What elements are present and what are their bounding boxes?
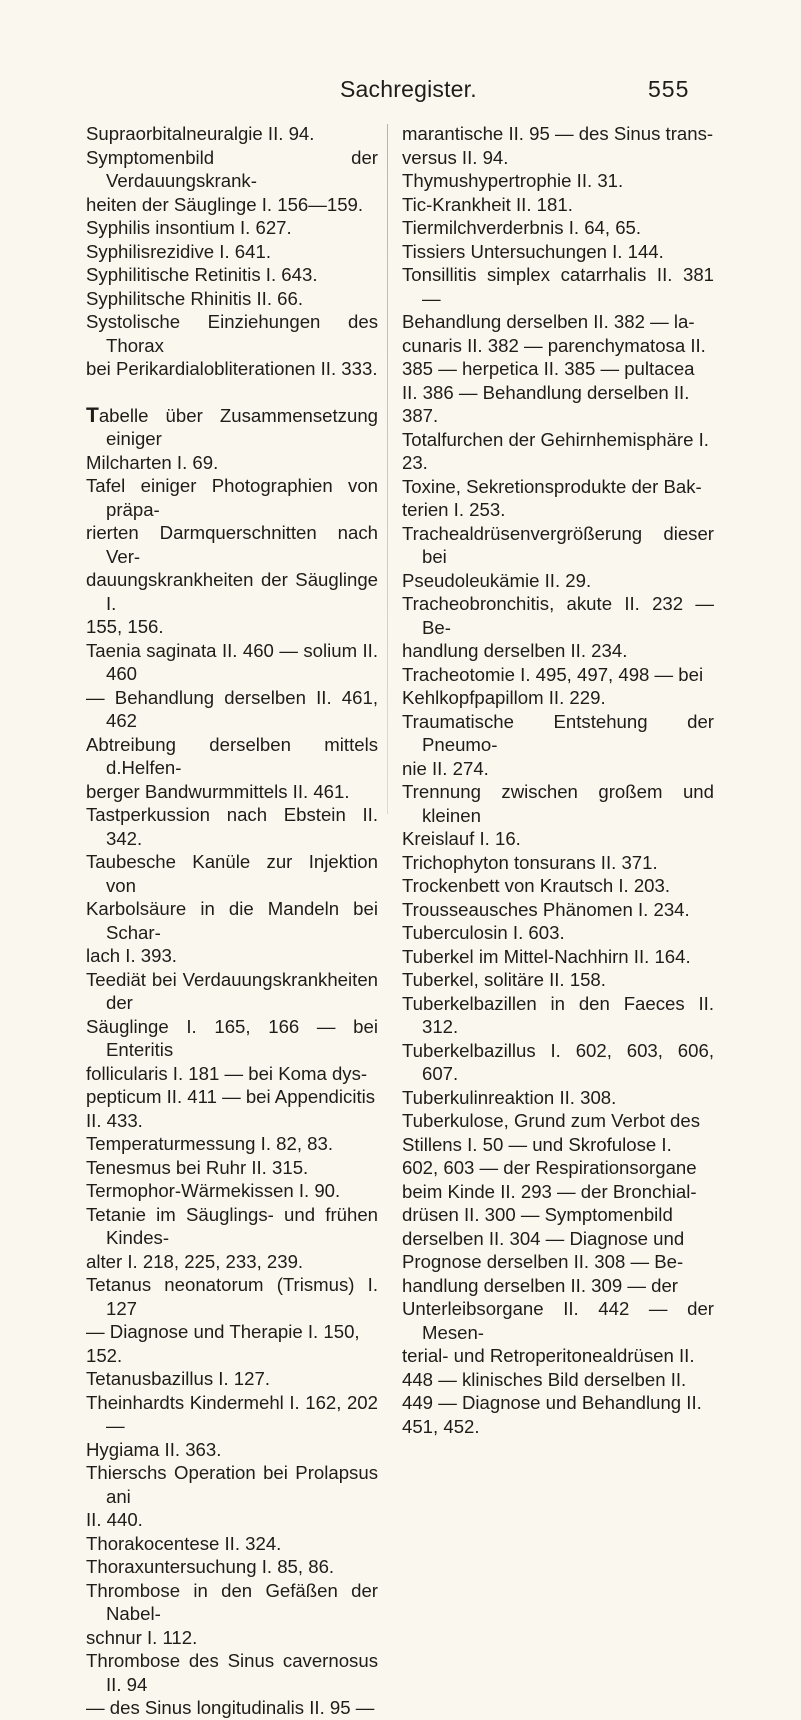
index-entry (402, 874, 714, 898)
index-entry-line: 155, 156. (86, 616, 164, 637)
index-entry-line: Taubesche Kanüle zur Injektion von (86, 851, 378, 896)
index-entry (86, 1179, 378, 1203)
index-entry-line: Traumatische Entstehung der Pneumo- (402, 710, 714, 755)
index-entry-line: Kehlkopfpapillom II. 229. (402, 687, 606, 708)
index-entry (86, 1579, 378, 1650)
index-entry-line: follicularis I. 181 — bei Koma dys- (86, 1062, 368, 1084)
index-entry (402, 1039, 714, 1086)
index-entry-line: Toxine, Sekretionsprodukte der Bak- (402, 475, 702, 497)
index-entry (86, 850, 378, 968)
index-entry-line: Tuberkel, solitäre II. 158. (402, 969, 606, 990)
index-entry-line: nie II. 274. (402, 757, 489, 779)
index-entry (402, 240, 714, 264)
index-entry (86, 1461, 378, 1532)
index-entry-line: Tuberkulinreaktion II. 308. (402, 1086, 617, 1108)
index-entry-line: terien I. 253. (402, 499, 506, 520)
index-entry-line: Tenesmus bei Ruhr II. 315. (86, 1156, 309, 1178)
index-entry (86, 404, 378, 475)
index-entry-line: Prognose derselben II. 308 — Be- (402, 1251, 684, 1272)
index-entry-line: Karbolsäure in die Mandeln bei Schar- (86, 898, 378, 943)
index-entry-line: Tetanusbazillus I. 127. (86, 1368, 270, 1389)
index-column-right (402, 122, 714, 1438)
index-entry-line: Tetanus neonatorum (Trismus) I. 127 (86, 1274, 378, 1319)
index-entry (402, 780, 714, 851)
index-entry-line: Symptomenbild der Verdauungskrank- (86, 146, 378, 191)
index-entry-line: Tracheotomie I. 495, 497, 498 — bei (402, 663, 704, 685)
index-entry-line: Trockenbett von Krautsch I. 203. (402, 875, 671, 896)
index-entry-line: Abtreibung derselben mittels d.Helfen- (86, 733, 378, 778)
index-entry-line: Syphilitische Retinitis I. 643. (86, 264, 318, 285)
index-entry (86, 1132, 378, 1156)
index-entry-line: rierten Darmquerschnitten nach Ver- (86, 522, 378, 567)
index-entry-line: Taenia saginata II. 460 — solium II. 460 (86, 639, 378, 684)
index-entry-line: Thrombose in den Gefäßen der Nabel- (86, 1579, 378, 1624)
index-entry (402, 428, 714, 475)
index-entry (86, 803, 378, 850)
index-entry-line: Hygiama II. 363. (86, 1438, 222, 1460)
index-entry (402, 592, 714, 663)
index-entry-line: cunaris II. 382 — parenchymatosa II. (402, 334, 706, 356)
index-entry (402, 169, 714, 193)
index-entry-line: Trennung zwischen großem und kleinen (402, 781, 714, 826)
page-header (0, 72, 801, 106)
index-entry-line: schnur I. 112. (86, 1626, 198, 1648)
index-entry-line: Thymushypertrophie II. 31. (402, 170, 624, 191)
index-entry (402, 193, 714, 217)
index-entry-line: Kreislauf I. 16. (402, 828, 521, 849)
index-entry (86, 1203, 378, 1274)
index-entry (86, 1555, 378, 1579)
index-entry-line: 152. (86, 1344, 123, 1366)
index-entry-line: terial- und Retroperitonealdrüsen II. (402, 1345, 695, 1366)
running-title: Sachregister. (340, 76, 477, 102)
index-entry-line: Tuberculosin I. 603. (402, 922, 565, 943)
index-entry-line: heiten der Säuglinge I. 156—159. (86, 193, 364, 215)
index-entry-line: Tissiers Untersuchungen I. 144. (402, 240, 664, 262)
index-entry-line: II. 433. (86, 1109, 143, 1131)
index-entry (402, 663, 714, 710)
index-entry-line: Theinhardts Kindermehl I. 162, 202 — (86, 1391, 378, 1436)
index-entry (402, 710, 714, 781)
index-entry-line: 385 — herpetica II. 385 — pultacea (402, 358, 695, 379)
index-entry (402, 216, 714, 240)
index-entry-line: drüsen II. 300 — Symptomenbild (402, 1204, 673, 1225)
index-entry (86, 639, 378, 804)
index-entry-line: berger Bandwurmmittels II. 461. (86, 780, 350, 802)
index-entry (402, 522, 714, 593)
section-gap (86, 381, 378, 404)
index-entry-line: Trichophyton tonsurans II. 371. (402, 851, 658, 873)
index-entry (86, 146, 378, 217)
index-entry-line: dauungskrankheiten der Säuglinge I. (86, 569, 378, 614)
index-entry-line: Teediät bei Verdauungskrankheiten der (86, 968, 378, 1013)
index-entry-line: — Behandlung derselben II. 461, 462 (86, 686, 378, 731)
index-entry-line: bei Perikardialobliterationen II. 333. (86, 358, 378, 379)
index-entry-line: Pseudoleukämie II. 29. (402, 569, 592, 591)
index-entry (402, 1109, 714, 1438)
index-entry-line: versus II. 94. (402, 146, 509, 168)
index-column-left (86, 122, 378, 1720)
index-entry-line: Supraorbitalneuralgie II. 94. (86, 123, 315, 144)
index-entry-line: Behandlung derselben II. 382 — la- (402, 311, 695, 332)
index-entry-line: Tuberkelbazillen in den Faeces II. 312. (402, 992, 714, 1037)
index-entry-line: alter I. 218, 225, 233, 239. (86, 1250, 304, 1272)
index-entry (86, 474, 378, 639)
index-entry-line: Thrombose des Sinus cavernosus II. 94 (86, 1650, 378, 1695)
index-entry-line: Tracheobronchitis, akute II. 232 — Be- (402, 593, 714, 638)
index-entry-line: Trachealdrüsenvergrößerung dieser bei (402, 522, 714, 567)
index-entry-line: Thorakocentese II. 324. (86, 1532, 282, 1554)
index-entry (402, 945, 714, 969)
index-entry-line: handlung derselben II. 309 — der (402, 1274, 679, 1296)
page-number: 555 (648, 76, 690, 102)
index-entry-line: handlung derselben II. 234. (402, 640, 628, 661)
index-entry-line: Tuberkel im Mittel-Nachhirn II. 164. (402, 945, 691, 967)
index-entry-line: Thierschs Operation bei Prolapsus ani (86, 1462, 378, 1507)
index-entry-line: Totalfurchen der Gehirnhemisphäre I. (402, 428, 709, 450)
index-entry-line: Tuberkelbazillus I. 602, 603, 606, 607. (402, 1039, 714, 1084)
index-entry (86, 1273, 378, 1367)
index-entry-line: Thoraxuntersuchung I. 85, 86. (86, 1556, 335, 1577)
index-entry (402, 263, 714, 428)
index-entry-line: Säuglinge I. 165, 166 — bei Enteritis (86, 1015, 378, 1060)
index-entry-line: Temperaturmessung I. 82, 83. (86, 1133, 334, 1154)
index-entry (86, 216, 378, 240)
index-entry-line: II. 440. (86, 1509, 143, 1530)
index-entry-line: pepticum II. 411 — bei Appendicitis (86, 1086, 376, 1107)
index-entry-line: Syphilisrezidive I. 641. (86, 240, 271, 262)
index-entry-line: Systolische Einziehungen des Thorax (86, 311, 378, 356)
index-entry-line: Syphilitsche Rhinitis II. 66. (86, 287, 304, 309)
index-entry-line: Tiermilchverderbnis I. 64, 65. (402, 217, 642, 238)
index-entry (86, 968, 378, 1133)
index-entry (86, 1367, 378, 1391)
index-entry (86, 1649, 378, 1720)
index-entry (402, 122, 714, 169)
index-entry-line: Tabelle über Zusammensetzung einiger (86, 403, 378, 449)
index-entry (402, 898, 714, 922)
index-entry-line: — des Sinus longitudinalis II. 95 — (86, 1697, 375, 1718)
index-entry (402, 921, 714, 945)
column-divider (387, 124, 388, 814)
index-entry-line: marantische II. 95 — des Sinus trans- (402, 123, 714, 144)
index-entry-line: Termophor-Wärmekissen I. 90. (86, 1180, 341, 1201)
index-entry-line: Stillens I. 50 — und Skrofulose I. (402, 1133, 672, 1155)
index-entry-line: — Diagnose und Therapie I. 150, (86, 1321, 360, 1342)
index-entry-line: 449 — Diagnose und Behandlung II. (402, 1392, 702, 1413)
index-entry-line: derselben II. 304 — Diagnose und (402, 1227, 685, 1249)
index-entry-line: Tic-Krankheit II. 181. (402, 193, 573, 215)
index-entry-line: 23. (402, 452, 428, 473)
index-entry (402, 992, 714, 1039)
index-entry (86, 310, 378, 381)
index-entry-line: II. 386 — Behandlung derselben II. (402, 381, 690, 403)
index-entry (86, 122, 378, 146)
index-entry-line: 387. (402, 405, 439, 426)
index-entry-line: Tetanie im Säuglings- und frühen Kindes- (86, 1203, 378, 1248)
index-entry-line: beim Kinde II. 293 — der Bronchial- (402, 1180, 697, 1202)
index-entry (402, 475, 714, 522)
index-entry-line: Tuberkulose, Grund zum Verbot des (402, 1110, 700, 1131)
index-entry (86, 1532, 378, 1556)
index-entry-line: 448 — klinisches Bild derselben II. (402, 1368, 687, 1390)
index-entry-line: Trousseausches Phänomen I. 234. (402, 898, 690, 920)
index-entry (86, 240, 378, 264)
index-entry-line: Unterleibsorgane II. 442 — der Mesen- (402, 1298, 714, 1343)
index-entry (86, 1156, 378, 1180)
index-entry (402, 851, 714, 875)
index-entry-line: Tafel einiger Photographien von präpa- (86, 475, 378, 520)
index-entry-line: Milcharten I. 69. (86, 451, 219, 473)
index-entry-line: Tonsillitis simplex catarrhalis II. 381 — (402, 264, 714, 309)
index-entry (86, 287, 378, 311)
index-entry (86, 1391, 378, 1462)
index-entry-line: 451, 452. (402, 1415, 480, 1437)
index-entry (402, 1086, 714, 1110)
index-entry (86, 263, 378, 287)
index-entry-line: lach I. 393. (86, 945, 177, 966)
section-initial: T (86, 403, 99, 427)
index-entry-line: 602, 603 — der Respirationsorgane (402, 1157, 697, 1178)
index-entry-line: Tastperkussion nach Ebstein II. 342. (86, 804, 378, 849)
index-entry-line: Syphilis insontium I. 627. (86, 217, 292, 238)
index-entry (402, 968, 714, 992)
